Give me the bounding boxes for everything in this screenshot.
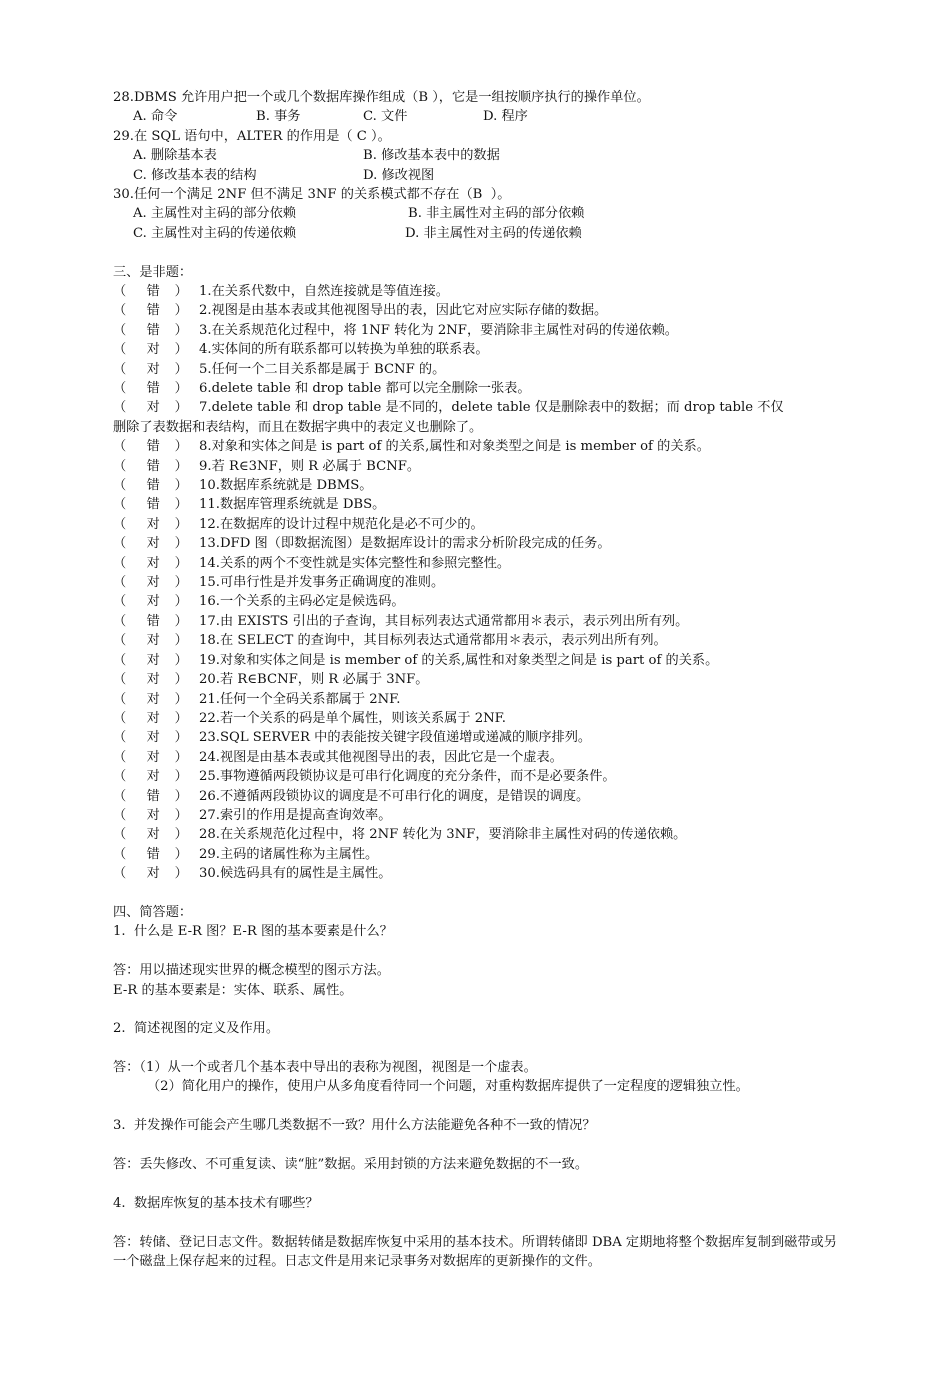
tf-answer: 错 xyxy=(146,283,160,299)
tf-statement: 24.视图是由基本表或其他视图导出的表，因此它是一个虚表。 xyxy=(199,749,563,765)
tf-statement: 8.对象和实体之间是 is part of 的关系,属性和对象类型之间是 is member of 的关系。 xyxy=(199,439,710,455)
qa-2-answer-line1: 答：（1）从一个或者几个基本表中导出的表称为视图，视图是一个虚表。 xyxy=(113,1060,537,1076)
tf-item xyxy=(113,534,843,553)
tf-answer-bracket: （ 对 ） xyxy=(113,515,199,534)
tf-item xyxy=(113,360,843,379)
tf-answer-bracket: （ 对 ） xyxy=(113,651,199,670)
mcq-28-option-c: C. 文件 xyxy=(363,109,408,125)
mcq-30-stem: 30.任何一个满足 2NF 但不满足 3NF 的关系模式都不存在（B ）。 xyxy=(113,187,511,202)
tf-heading: 三、是非题： xyxy=(113,264,193,280)
mcq-29-option-b: B. 修改基本表中的数据 xyxy=(363,148,500,164)
qa-1-answer-line2: E-R 的基本要素是：实体、联系、属性。 xyxy=(113,982,353,998)
tf-statement: 11.数据库管理系统就是 DBS。 xyxy=(199,497,386,513)
tf-answer: 对 xyxy=(146,827,160,843)
tf-answer: 对 xyxy=(146,866,160,882)
tf-item xyxy=(113,515,843,534)
tf-answer: 对 xyxy=(146,652,160,668)
tf-statement: 21.任何一个全码关系都属于 2NF. xyxy=(199,691,401,707)
tf-item xyxy=(113,476,843,495)
mcq-29-option-c: C. 修改基本表的结构 xyxy=(133,167,257,183)
mcq-29-options-row1 xyxy=(113,146,843,165)
tf-statement: 1.在关系代数中，自然连接就是等值连接。 xyxy=(199,283,449,299)
tf-statement: 10.数据库系统就是 DBMS。 xyxy=(199,478,373,494)
tf-statement: 7.delete table 和 drop table 是不同的，delete table 仅是删除表中的数据；而 drop table 不仅 xyxy=(199,400,784,416)
tf-statement: 23.SQL SERVER 中的表能按关键字段值递增或递减的顺序排列。 xyxy=(199,730,592,746)
tf-answer-bracket: （ 对 ） xyxy=(113,670,199,689)
tf-answer-bracket: （ 对 ） xyxy=(113,690,199,709)
tf-item xyxy=(113,437,843,456)
tf-item xyxy=(113,631,843,650)
tf-answer: 对 xyxy=(146,575,160,591)
tf-answer: 对 xyxy=(146,749,160,765)
tf-answer-bracket: （ 对 ） xyxy=(113,864,199,883)
tf-answer-bracket: （ 错 ） xyxy=(113,379,199,398)
tf-statement: 15.可串行性是并发事务正确调度的准则。 xyxy=(199,575,445,591)
tf-answer: 错 xyxy=(146,381,160,397)
tf-answer-bracket: （ 对 ） xyxy=(113,534,199,553)
tf-answer: 错 xyxy=(146,303,160,319)
tf-statement: 4.实体间的所有联系都可以转换为单独的联系表。 xyxy=(199,342,489,358)
tf-answer: 对 xyxy=(146,807,160,823)
qa-3-question: 3. 并发操作可能会产生哪几类数据不一致？用什么方法能避免各种不一致的情况？ xyxy=(113,1118,596,1134)
tf-item xyxy=(113,728,843,747)
tf-statement: 16.一个关系的主码必定是候选码。 xyxy=(199,594,405,610)
tf-item xyxy=(113,554,843,573)
tf-answer: 对 xyxy=(146,536,160,552)
tf-item xyxy=(113,495,843,514)
mcq-28-option-d: D. 程序 xyxy=(483,109,528,125)
qa-4-question: 4. 数据库恢复的基本技术有哪些？ xyxy=(113,1195,319,1211)
tf-item xyxy=(113,651,843,670)
tf-list xyxy=(113,282,843,884)
tf-answer: 对 xyxy=(146,710,160,726)
tf-answer-bracket: （ 对 ） xyxy=(113,825,199,844)
mcq-30-option-c: C. 主属性对主码的传递依赖 xyxy=(133,225,297,241)
tf-item xyxy=(113,592,843,611)
tf-item xyxy=(113,573,843,592)
tf-answer-bracket: （ 错 ） xyxy=(113,282,199,301)
tf-answer: 对 xyxy=(146,730,160,746)
tf-answer: 对 xyxy=(146,691,160,707)
mcq-30-option-a: A. 主属性对主码的部分依赖 xyxy=(133,206,296,222)
tf-statement: 13.DFD 图（即数据流图）是数据库设计的需求分析阶段完成的任务。 xyxy=(199,536,611,552)
tf-answer: 错 xyxy=(146,478,160,494)
tf-statement: 28.在关系规范化过程中，将 2NF 转化为 3NF，要消除非主属性对码的传递依赖。 xyxy=(199,827,687,843)
qa-4-answer: 答：转储、登记日志文件。数据转储是数据库恢复中采用的基本技术。所谓转储即 DBA 定期地将整个数据库复制到磁带或另一个磁盘上保存起来的过程。日志文件是用来记录事务对数据库的更新操作的文件。 xyxy=(113,1234,837,1269)
tf-answer: 对 xyxy=(146,769,160,785)
tf-answer: 对 xyxy=(146,342,160,358)
tf-item xyxy=(113,340,843,359)
tf-answer-bracket: （ 错 ） xyxy=(113,495,199,514)
tf-item xyxy=(113,690,843,709)
mcq-30-options-row2 xyxy=(113,224,843,243)
tf-answer: 对 xyxy=(146,555,160,571)
tf-answer: 对 xyxy=(146,361,160,377)
tf-answer-bracket: （ 对 ） xyxy=(113,728,199,747)
tf-statement: 19.对象和实体之间是 is member of 的关系,属性和对象类型之间是 is part of 的关系。 xyxy=(199,652,719,668)
tf-answer-bracket: （ 错 ） xyxy=(113,437,199,456)
tf-answer-bracket: （ 对 ） xyxy=(113,631,199,650)
tf-answer: 对 xyxy=(146,516,160,532)
tf-answer: 错 xyxy=(146,439,160,455)
tf-answer-bracket: （ 对 ） xyxy=(113,709,199,728)
tf-item xyxy=(113,321,843,340)
tf-statement: 29.主码的诸属性称为主属性。 xyxy=(199,846,379,862)
tf-answer: 对 xyxy=(146,633,160,649)
tf-item xyxy=(113,670,843,689)
tf-item xyxy=(113,398,843,417)
mcq-29-option-d: D. 修改视图 xyxy=(363,167,435,183)
tf-item xyxy=(113,709,843,728)
tf-answer: 错 xyxy=(146,322,160,338)
tf-statement: 20.若 R∈BCNF，则 R 必属于 3NF。 xyxy=(199,672,429,688)
tf-statement: 18.在 SELECT 的查询中，其目标列表达式通常都用＊表示，表示列出所有列。 xyxy=(199,633,667,649)
tf-statement: 5.任何一个二目关系都是属于 BCNF 的。 xyxy=(199,361,446,377)
tf-answer: 对 xyxy=(146,672,160,688)
mcq-30-option-d: D. 非主属性对主码的传递依赖 xyxy=(405,225,582,241)
tf-answer: 错 xyxy=(146,458,160,474)
qa-1-answer-line1: 答：用以描述现实世界的概念模型的图示方法。 xyxy=(113,963,390,979)
tf-statement: 17.由 EXISTS 引出的子查询，其目标列表达式通常都用＊表示，表示列出所有列。 xyxy=(199,613,689,629)
tf-statement: 6.delete table 和 drop table 都可以完全删除一张表。 xyxy=(199,381,531,397)
tf-item xyxy=(113,845,843,864)
tf-answer-bracket: （ 错 ） xyxy=(113,457,199,476)
tf-statement: 9.若 R∈3NF，则 R 必属于 BCNF。 xyxy=(199,458,421,474)
tf-answer-bracket: （ 错 ） xyxy=(113,321,199,340)
tf-statement: 25.事物遵循两段锁协议是可串行化调度的充分条件，而不是必要条件。 xyxy=(199,769,616,785)
tf-answer: 错 xyxy=(146,788,160,804)
tf-answer: 对 xyxy=(146,400,160,416)
tf-answer-bracket: （ 对 ） xyxy=(113,340,199,359)
tf-statement-continuation: 删除了表数据和表结构，而且在数据字典中的表定义也删除了。 xyxy=(113,419,483,435)
tf-statement: 3.在关系规范化过程中，将 1NF 转化为 2NF，要消除非主属性对码的传递依赖。 xyxy=(199,322,678,338)
mcq-29-options-row2 xyxy=(113,166,843,185)
qa-2-question: 2. 简述视图的定义及作用。 xyxy=(113,1021,280,1037)
mcq-30-options-row1 xyxy=(113,204,843,223)
tf-item xyxy=(113,806,843,825)
mcq-28-options xyxy=(113,107,843,126)
tf-item xyxy=(113,612,843,631)
tf-item xyxy=(113,748,843,767)
tf-item xyxy=(113,282,843,301)
mcq-28-option-a: A. 命令 xyxy=(133,109,178,125)
tf-statement: 26.不遵循两段锁协议的调度是不可串行化的调度，是错误的调度。 xyxy=(199,788,590,804)
tf-answer-bracket: （ 对 ） xyxy=(113,806,199,825)
qa-3-answer: 答：丢失修改、不可重复读、读“脏”数据。采用封锁的方法来避免数据的不一致。 xyxy=(113,1157,589,1173)
tf-answer-bracket: （ 错 ） xyxy=(113,301,199,320)
tf-statement: 14.关系的两个不变性就是实体完整性和参照完整性。 xyxy=(199,555,511,571)
tf-item xyxy=(113,767,843,786)
mcq-28-stem: 28.DBMS 允许用户把一个或几个数据库操作组成（B ），它是一组按顺序执行的操作单位。 xyxy=(113,90,650,105)
tf-answer-bracket: （ 对 ） xyxy=(113,748,199,767)
tf-answer-bracket: （ 对 ） xyxy=(113,573,199,592)
tf-statement: 12.在数据库的设计过程中规范化是必不可少的。 xyxy=(199,516,484,532)
tf-answer-bracket: （ 错 ） xyxy=(113,845,199,864)
tf-answer-bracket: （ 对 ） xyxy=(113,398,199,417)
tf-answer-bracket: （ 错 ） xyxy=(113,612,199,631)
tf-item xyxy=(113,301,843,320)
tf-statement: 30.候选码具有的属性是主属性。 xyxy=(199,866,392,882)
tf-statement: 22.若一个关系的码是单个属性，则该关系属于 2NF. xyxy=(199,710,506,726)
mcq-28-option-b: B. 事务 xyxy=(256,109,301,125)
tf-answer-bracket: （ 对 ） xyxy=(113,360,199,379)
tf-statement: 2.视图是由基本表或其他视图导出的表，因此它对应实际存储的数据。 xyxy=(199,303,608,319)
qa-2-answer-line2: （2）简化用户的操作，使用户从多角度看待同一个问题，对重构数据库提供了一定程度的逻辑独立性。 xyxy=(147,1079,749,1095)
tf-answer-bracket: （ 对 ） xyxy=(113,554,199,573)
tf-item xyxy=(113,864,843,883)
tf-answer: 错 xyxy=(146,497,160,513)
qa-1-question: 1. 什么是 E-R 图？E-R 图的基本要素是什么？ xyxy=(113,924,393,940)
mcq-29-option-a: A. 删除基本表 xyxy=(133,148,217,164)
tf-answer: 错 xyxy=(146,613,160,629)
tf-item xyxy=(113,457,843,476)
mcq-29-stem: 29.在 SQL 语句中，ALTER 的作用是（ C ）。 xyxy=(113,128,391,144)
tf-item xyxy=(113,379,843,398)
tf-answer-bracket: （ 错 ） xyxy=(113,787,199,806)
document-content xyxy=(113,88,843,1271)
tf-answer-bracket: （ 对 ） xyxy=(113,592,199,611)
mcq-30-option-b: B. 非主属性对主码的部分依赖 xyxy=(408,206,585,222)
tf-item xyxy=(113,825,843,844)
tf-answer-bracket: （ 对 ） xyxy=(113,767,199,786)
tf-item xyxy=(113,787,843,806)
qa-heading: 四、简答题： xyxy=(113,904,193,920)
tf-answer-bracket: （ 错 ） xyxy=(113,476,199,495)
tf-statement: 27.索引的作用是提高查询效率。 xyxy=(199,807,392,823)
tf-answer: 错 xyxy=(146,846,160,862)
tf-answer: 对 xyxy=(146,594,160,610)
